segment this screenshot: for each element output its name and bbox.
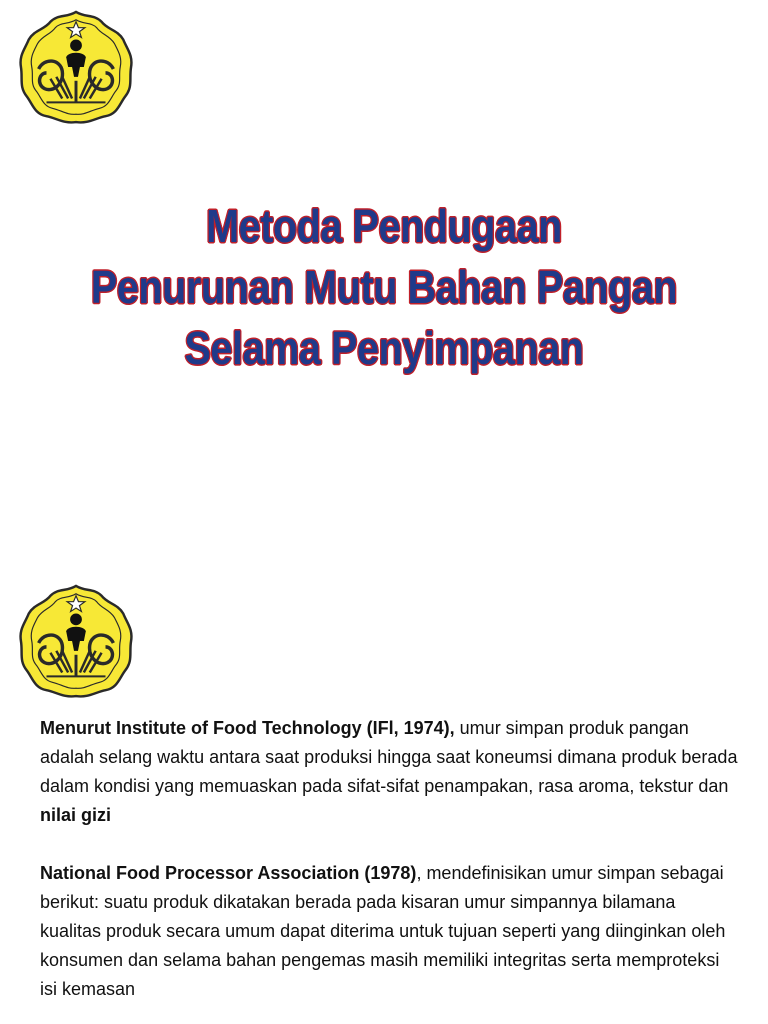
definitions-text [40, 714, 740, 1004]
title-line-2: Penurunan Mutu Bahan Pangan [90, 261, 678, 313]
university-emblem-icon [17, 582, 135, 700]
nfpa-source: National Food Processor Association (1978) [40, 863, 417, 883]
ifl-source: Menurut Institute of Food Technology (IFl, 1974), [40, 718, 455, 738]
nfpa-definition: , mendefinisikan umur simpan sebagai berikut: suatu produk dikatakan berada pada kisaran umur simpannya bilamana kualitas produk secara umum dapat diterima untuk tujuan seperti yang diinginkan oleh konsumen dan selama bahan pengemas masih memiliki integritas serta memproteksi isi kemasan [40, 863, 726, 999]
ifl-emphasis: nilai gizi [40, 805, 112, 825]
title-line-1: Metoda Pendugaan [206, 200, 562, 252]
definition-nfpa [40, 859, 740, 1004]
ifl-definition: umur simpan produk pangan adalah selang waktu antara saat produksi hingga saat koneumsi dimana produk berada dalam kondisi yang memuaskan pada sifat-sifat penampakan, rasa aroma, tekstur dan [40, 718, 738, 796]
university-emblem-icon [17, 8, 135, 126]
title-line-3: Selama Penyimpanan [184, 322, 584, 374]
slide-title-heading [54, 196, 714, 379]
definition-ifl [40, 714, 740, 830]
